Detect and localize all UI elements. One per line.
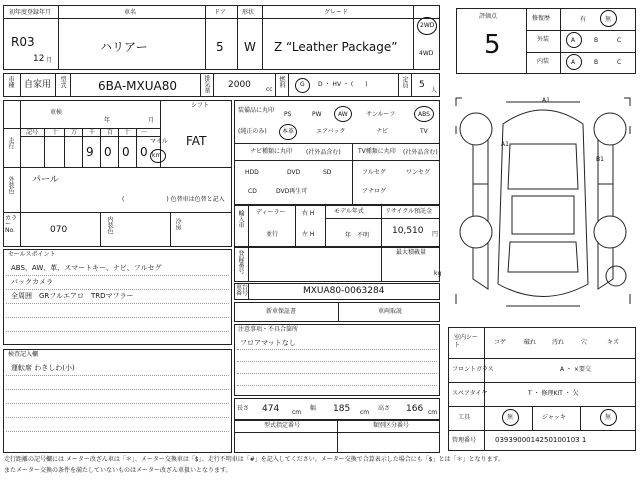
tv-sub: (社外品含む) (403, 149, 438, 156)
seat-scorch: コゲ (494, 339, 507, 346)
type-no-label: 型式指定番号 (264, 422, 301, 429)
length-unit: cm (292, 409, 302, 416)
nav-sd: SD (323, 169, 332, 176)
disp-value: 2000 (228, 80, 251, 90)
import-left: 左 H (302, 231, 315, 238)
mileage-label: 走行 (7, 137, 14, 149)
chassis-label: 車台番号 (236, 284, 249, 297)
inspection-month: 月 (148, 117, 155, 124)
shift-label: シフト (191, 102, 210, 109)
width-value: 185 (333, 404, 351, 414)
manual-label: 車両取説 (378, 308, 403, 315)
mileage-digit-2: 0 (122, 145, 130, 159)
repair-yes: 有 (580, 16, 587, 23)
exterior-c: C (617, 37, 622, 44)
notes-label: 注意事項・不具合箇所 (238, 326, 299, 333)
model-year-label: モデル年式 (334, 208, 364, 215)
sales-point-1: ABS、AW、革、スマートキー、ナビ、フルセグ (11, 264, 162, 272)
drive-4wd: 4WD (419, 50, 434, 57)
month-unit: 月 (46, 57, 53, 64)
seat-label: 室内シート (454, 334, 479, 350)
recycle-unit: 円 (432, 231, 439, 238)
fuel-value: G (300, 81, 305, 88)
mileage-mile: マイル (150, 138, 168, 145)
car-damage-diagram (448, 84, 638, 324)
fuel-options: D ・ HV ・ ( ) (318, 81, 368, 88)
shape-label: 形状 (242, 9, 255, 16)
equip-leather: 本革 (282, 128, 295, 135)
nav-title: ナビ種類に丸印 (250, 148, 293, 155)
grade-label: グレード (324, 9, 349, 16)
length-label: 長さ (237, 405, 250, 412)
interior-a: A (571, 59, 576, 66)
documents-box (234, 302, 440, 322)
inspector-label: 検査記入欄 (8, 351, 39, 358)
tool-label: 工具 (458, 414, 471, 421)
nav-sub: (社外品含む) (306, 149, 341, 156)
equip-abs: ABS (418, 111, 430, 118)
mileage-unit-4: 百 (107, 129, 114, 136)
model-year-value: 年 不明 (345, 232, 370, 239)
spec-row (3, 73, 440, 97)
capacity-value: 5 (419, 80, 425, 90)
color-value: パール (32, 175, 59, 185)
disp-label: 排気量 (203, 75, 210, 93)
inspector-text: 運転席 わきしわ(小) (11, 364, 75, 372)
mileage-unit-6: 一 (141, 129, 148, 136)
car-name: ハリアー (100, 40, 148, 54)
equip-tv: TV (420, 128, 428, 135)
width-label: 幅 (310, 405, 317, 412)
chassis-value: MXUA80-0063284 (303, 286, 385, 296)
tv-analog: アナログ (362, 188, 387, 195)
reg-year: R03 (11, 35, 35, 49)
equip-sunroof: サンルーフ (366, 111, 396, 118)
model-label: 車名 (124, 9, 137, 16)
ac-label: 冷房 (174, 218, 181, 230)
nav-hdd: HDD (245, 169, 259, 176)
seat-dirt: 汚れ (552, 339, 565, 346)
equipment-sublabel: (純正のみ) (238, 128, 267, 135)
interior-b: B (594, 59, 599, 66)
diagram-label-left: A1 (501, 141, 509, 148)
mileage-unit-1: 十 (52, 129, 59, 136)
tv-oneseg: ワンセグ (406, 169, 431, 176)
score-label: 評価点 (479, 13, 498, 20)
seat-scratch: キズ (607, 339, 619, 346)
fuel-label: 燃料 (278, 76, 285, 88)
shift-value: FAT (186, 134, 207, 148)
mileage-unit-3: 千 (89, 129, 96, 136)
reg-label: 初年度登録年月 (9, 9, 52, 16)
color-label: 外装色 (7, 176, 14, 194)
nav-cd: CD (248, 188, 257, 195)
repair-no: 無 (605, 16, 612, 23)
mileage-unit-0: 記号 (26, 129, 39, 136)
equip-ps: PS (284, 111, 292, 118)
mileage-km: km (152, 152, 162, 159)
repair-label: 修復歴 (532, 15, 551, 22)
color-code-value: 070 (50, 225, 68, 235)
spare-label: スペアタイヤ (452, 390, 488, 397)
glass-label: フロントガラス (452, 366, 494, 373)
exterior-b: B (594, 37, 599, 44)
tv-title: TV種類に丸印 (358, 148, 396, 155)
mileage-digit-3: 0 (140, 145, 148, 159)
footer-line-1: 走行距離の記号欄には メーター改ざん車は「＊」、メーター交換車は「$」、走行不明車は「#」を記入してください。メーター交換で合算表示した場合にも「$」とは「＊」となります。 (4, 456, 505, 463)
doors: 5 (216, 40, 224, 54)
sales-point-2: バックカメラ (11, 278, 53, 286)
color-note: ( ) 色替車は色替と記入 (122, 196, 225, 203)
tv-fullseg: フルセグ (362, 169, 386, 176)
max-load-unit: kg (434, 270, 442, 277)
width-unit: cm (360, 409, 370, 416)
reg-no-label: 登録番号 (237, 250, 244, 274)
shape: W (244, 40, 256, 54)
door-label: ドア (214, 9, 226, 16)
glass-items: A ・ ×要交 (560, 366, 591, 373)
drive-2wd: 2WD (420, 22, 435, 29)
notes-text: フロアマットなし (240, 339, 296, 347)
tool-value: 無 (507, 414, 514, 421)
equipment-label: 装備品に丸印 (238, 107, 275, 114)
sales-point-3: 全周囲 GRフルエアロ TRDマフラー (11, 292, 134, 300)
nav-dvd-play: DVD再生可 (276, 188, 308, 195)
equip-airbag: エアバック (316, 128, 346, 135)
height-label: 高さ (378, 405, 391, 412)
import-label: 輸入車 (237, 210, 244, 228)
disp-unit: cc (266, 86, 273, 93)
mileage-unit-5: 十 (124, 129, 131, 136)
length-value: 474 (262, 404, 280, 414)
capacity-label: 定員 (401, 76, 408, 88)
nav-dvd: DVD (287, 169, 301, 176)
diagram-label-right: B1 (596, 156, 604, 163)
exterior-a: A (571, 37, 576, 44)
exterior-label: 外装 (537, 36, 550, 43)
max-load-label: 最大積載量 (396, 249, 427, 256)
interior-color-label: 内装色 (106, 216, 113, 234)
grade: Z “Leather Package” (274, 40, 398, 54)
mgmt-value: 0393900014250100103 1 (495, 436, 587, 444)
main-left (3, 100, 232, 247)
import-right: 右 H (302, 210, 315, 217)
reg-month: 12 (33, 54, 45, 64)
use-label: 車種 (7, 76, 14, 88)
type-value: 6BA-MXUA80 (98, 79, 177, 93)
import-parallel: 並行 (266, 231, 279, 238)
equip-pw: PW (312, 111, 322, 118)
import-dealer: ディーラー (256, 209, 286, 216)
sales-points-label: セールスポイント (8, 251, 56, 258)
inspection-year: 年 (104, 117, 111, 124)
class-no-label: 類別区分番号 (373, 422, 410, 429)
inspection-label: 車検 (50, 109, 63, 116)
seat-hole: 穴 (581, 339, 588, 346)
recycle-label: リサイクル預託金 (385, 208, 433, 215)
mgmt-label: 管理番号 (452, 437, 477, 444)
spare-items: T ・ 修理KIT ・ 欠 (528, 390, 579, 397)
interior-c: C (617, 59, 622, 66)
jack-label: ジャッキ (542, 414, 566, 421)
recycle-value: 10,510 (392, 226, 424, 236)
mileage-digit-1: 0 (104, 145, 112, 159)
mileage-digit-0: 9 (86, 145, 94, 159)
type-label: 型式 (59, 76, 66, 88)
height-unit: cm (428, 409, 438, 416)
jack-value: 無 (605, 414, 612, 421)
height-value: 166 (406, 404, 424, 414)
equip-navi: ナビ (376, 128, 389, 135)
capacity-unit: 人 (431, 87, 438, 94)
use-value: 自家用 (24, 80, 52, 90)
score-value: 5 (484, 30, 501, 60)
interior-label: 内装 (537, 58, 550, 65)
mileage-unit-2: 万 (71, 129, 78, 136)
equip-aw: AW (338, 111, 348, 118)
color-code-label: カラーNo. (5, 215, 18, 234)
warranty-label: 新車保証書 (266, 308, 297, 315)
seat-tear: 破れ (524, 339, 537, 346)
footer-line-2: またメーター交換の条件を満たしていないものはメーター改ざん車扱いとなります。 (4, 467, 232, 474)
diagram-label-front: A1 (542, 97, 550, 104)
